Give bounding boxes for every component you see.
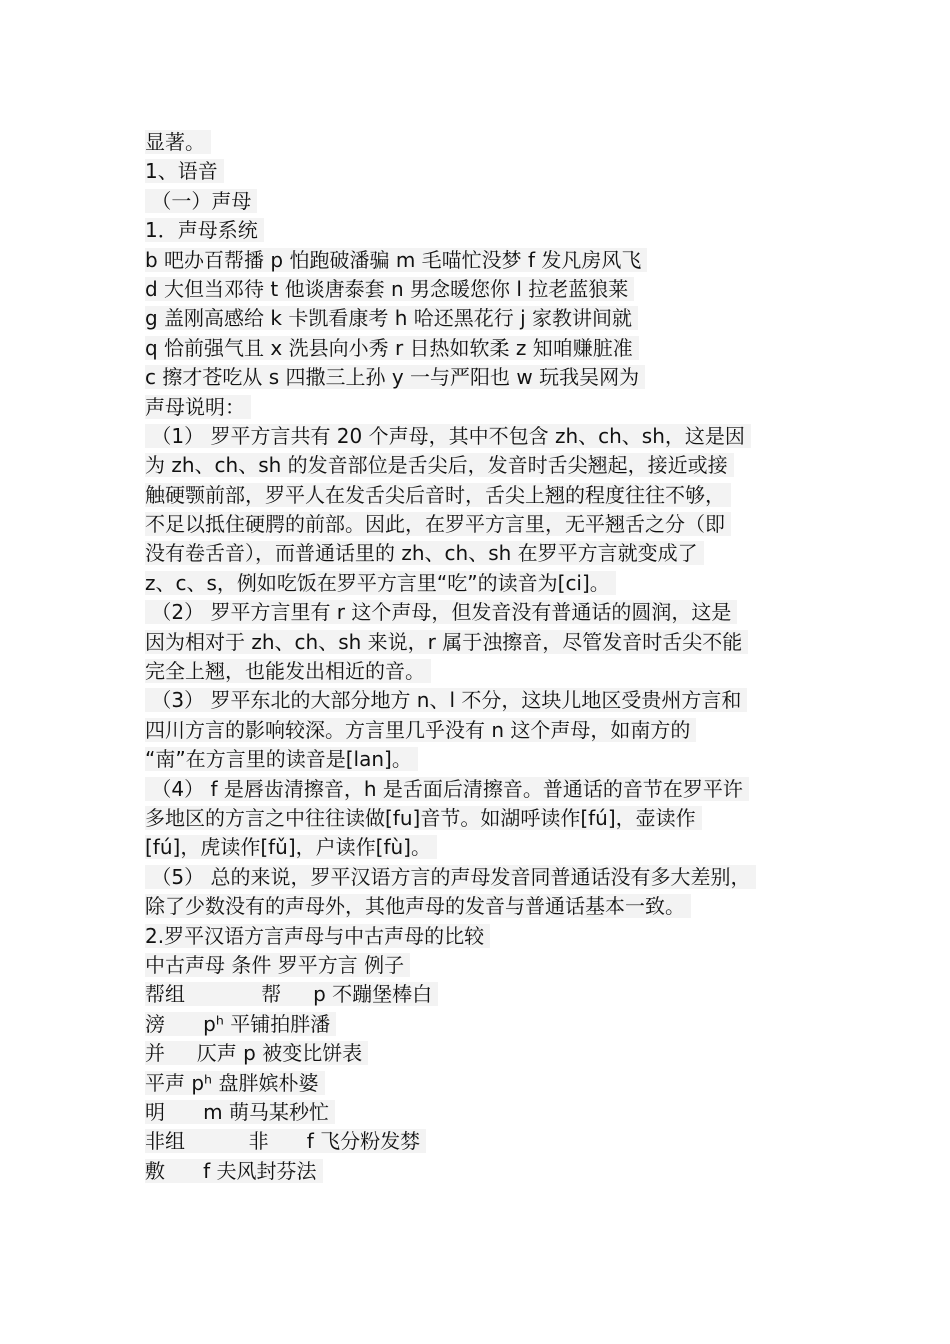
text-line <box>145 628 825 657</box>
line-text: 声母说明： <box>145 395 251 419</box>
text-line <box>145 745 825 774</box>
text-line <box>145 716 825 745</box>
comparison-row <box>145 1127 825 1156</box>
line-text: 触硬颚前部，罗平人在发舌尖后音时，舌尖上翘的程度往往不够， <box>145 483 731 507</box>
text-line <box>145 686 825 715</box>
subsection-heading <box>145 922 825 951</box>
text-line <box>145 804 825 833</box>
line-text: 不足以抵住硬腭的前部。因此，在罗平方言里，无平翘舌之分（即 <box>145 512 731 536</box>
text-line <box>145 657 825 686</box>
line-text: （3） 罗平东北的大部分地方 n、l 不分，这块儿地区受贵州方言和 <box>145 688 747 712</box>
line-text: 1、语音 <box>145 159 224 183</box>
text-line <box>145 393 825 422</box>
line-text: c 擦才苍吃从 s 四撒三上孙 y 一与严阳也 w 玩我吴网为 <box>145 365 645 389</box>
text-line <box>145 598 825 627</box>
text-line <box>145 451 825 480</box>
text-line <box>145 833 825 862</box>
text-line <box>145 539 825 568</box>
comparison-row <box>145 1039 825 1068</box>
section-heading <box>145 157 825 186</box>
line-text: （2） 罗平方言里有 r 这个声母，但发音没有普通话的圆润，这是 <box>145 600 737 624</box>
comparison-row <box>145 1010 825 1039</box>
comparison-row <box>145 980 825 1009</box>
text-line <box>145 422 825 451</box>
initials-row <box>145 304 825 333</box>
initials-row <box>145 334 825 363</box>
line-text: 非组 非 f 飞分粉发棼 <box>145 1129 426 1153</box>
line-text: 没有卷舌音），而普通话里的 zh、ch、sh 在罗平方言就变成了 <box>145 541 704 565</box>
line-text: 中古声母 条件 罗平方言 例子 <box>145 953 410 977</box>
text-line <box>145 481 825 510</box>
initials-row <box>145 275 825 304</box>
line-text: 四川方言的影响较深。方言里几乎没有 n 这个声母，如南方的 <box>145 718 696 742</box>
subsection-heading <box>145 187 825 216</box>
line-text: b 吧办百帮播 p 怕跑破潘骗 m 毛喵忙没梦 f 发凡房风飞 <box>145 248 647 272</box>
comparison-row <box>145 1069 825 1098</box>
line-text: 敷 f 夫风封芬法 <box>145 1159 323 1183</box>
line-text: 多地区的方言之中往往读做[fu]音节。如湖呼读作[fú]，壶读作 <box>145 806 702 830</box>
line-text: （一）声母 <box>145 189 257 213</box>
initials-row <box>145 363 825 392</box>
text-line <box>145 863 825 892</box>
text-line <box>145 569 825 598</box>
line-text: （5） 总的来说，罗平汉语方言的声母发音同普通话没有多大差别， <box>145 865 756 889</box>
line-text: 平声 pʰ 盘胖嫔朴婆 <box>145 1071 325 1095</box>
text-line <box>145 775 825 804</box>
comparison-header <box>145 951 825 980</box>
text-line <box>145 128 825 157</box>
comparison-row <box>145 1098 825 1127</box>
line-text: 显著。 <box>145 130 211 154</box>
line-text: 除了少数没有的声母外，其他声母的发音与普通话基本一致。 <box>145 894 691 918</box>
line-text: g 盖刚高感给 k 卡凯看康考 h 哈还黑花行 j 家教讲间就 <box>145 306 638 330</box>
text-line <box>145 892 825 921</box>
text-line <box>145 510 825 539</box>
initials-row <box>145 246 825 275</box>
line-text: 1．声母系统 <box>145 218 264 242</box>
line-text: q 恰前强气且 x 洗县向小秀 r 日热如软柔 z 知咱赚脏准 <box>145 336 639 360</box>
comparison-row <box>145 1157 825 1186</box>
line-text: （1） 罗平方言共有 20 个声母，其中不包含 zh、ch、sh，这是因 <box>145 424 751 448</box>
subsection-heading <box>145 216 825 245</box>
line-text: 2.罗平汉语方言声母与中古声母的比较 <box>145 924 490 948</box>
line-text: 滂 pʰ 平铺拍胖潘 <box>145 1012 336 1036</box>
line-text: （4） f 是唇齿清擦音，h 是舌面后清擦音。普通话的音节在罗平许 <box>145 777 749 801</box>
line-text: 帮组 帮 p 不蹦堡棒白 <box>145 982 438 1006</box>
line-text: 为 zh、ch、sh 的发音部位是舌尖后，发音时舌尖翘起，接近或接 <box>145 453 734 477</box>
line-text: [fú]，虎读作[fǔ]，户读作[fù]。 <box>145 835 437 859</box>
line-text: z、c、s，例如吃饭在罗平方言里“吃”的读音为[ci]。 <box>145 571 616 595</box>
document-body <box>145 128 825 1186</box>
line-text: 明 m 萌马某秒忙 <box>145 1100 335 1124</box>
line-text: 因为相对于 zh、ch、sh 来说，r 属于浊擦音，尽管发音时舌尖不能 <box>145 630 748 654</box>
line-text: “南”在方言里的读音是[lan]。 <box>145 747 418 771</box>
line-text: 并 仄声 p 被变比饼表 <box>145 1041 368 1065</box>
line-text: 完全上翘，也能发出相近的音。 <box>145 659 431 683</box>
line-text: d 大但当邓待 t 他谈唐泰套 n 男念暖您你 l 拉老蓝狼莱 <box>145 277 634 301</box>
